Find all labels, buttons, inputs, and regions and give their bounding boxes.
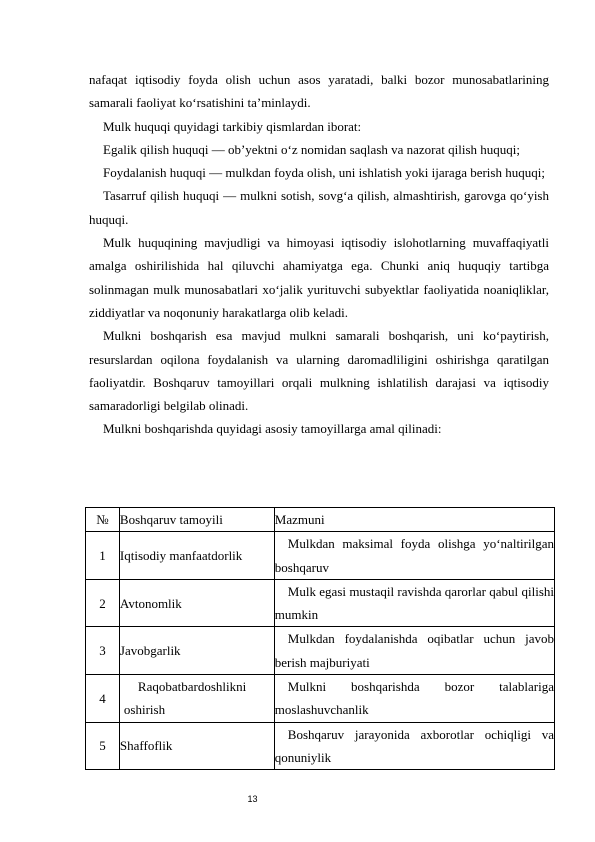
row-content-text: Mulkni boshqarishda bozor talablariga moslashuvchanlik bbox=[274, 679, 554, 718]
row-content bbox=[274, 627, 554, 675]
row-content bbox=[274, 532, 554, 580]
row-content-text: Mulkdan foydalanishda oqibatlar uchun javob berish majburiyati bbox=[274, 631, 554, 670]
row-principle: Shaffoflik bbox=[119, 722, 274, 770]
table-row bbox=[86, 579, 555, 627]
row-content bbox=[274, 675, 554, 723]
paragraph-use-right: Foydalanish huquqi — mulkdan foyda olish, uni ishlatish yoki ijaraga berish huquqi; bbox=[103, 165, 545, 181]
row-content bbox=[274, 722, 554, 770]
row-principle-text: Raqobatbardoshlikni oshirish bbox=[123, 679, 247, 718]
paragraph-disposal-right: Tasarruf qilish huquqi — mulkni sotish, sovg‘a qilish, almashtirish, garovga qo‘yish huquqi. bbox=[89, 188, 549, 227]
row-content-text: Mulk egasi mustaqil ravishda qarorlar qabul qilishi mumkin bbox=[274, 583, 554, 623]
row-principle bbox=[119, 675, 274, 723]
paragraph-principles-intro: Mulkni boshqarishda quyidagi asosiy tamoyillarga amal qilinadi: bbox=[103, 421, 442, 437]
row-principle: Javobgarlik bbox=[119, 627, 274, 675]
header-number: № bbox=[86, 508, 120, 532]
paragraph-ownership-importance: Mulk huquqining mavjudligi va himoyasi iqtisodiy islohotlarning muvaffaqiyatli amalga oshirilishida hal qiluvchi ahamiyatga ega. Chunki aniq huquqiy tartibga solinmagan mulk munosabatlari xo‘jalik yurituvchi subyektlar faoliyatida noaniqliklar, ziddiyatlar va noqonuniy harakatlarga olib keladi. bbox=[89, 235, 549, 320]
row-content-text: Boshqaruv jarayonida axborotlar ochiqligi va qonuniylik bbox=[274, 726, 554, 765]
row-principle: Iqtisodiy manfaatdorlik bbox=[119, 532, 274, 580]
table-row bbox=[86, 532, 555, 580]
page-number: 13 bbox=[247, 794, 258, 804]
paragraph-ownership-components-intro: Mulk huquqi quyidagi tarkibiy qismlardan iborat: bbox=[103, 118, 362, 134]
header-principle: Boshqaruv tamoyili bbox=[119, 508, 274, 532]
paragraph-possession-right: Egalik qilish huquqi — ob’yektni o‘z nomidan saqlash va nazorat qilish huquqi; bbox=[103, 141, 521, 157]
paragraph-continuation: nafaqat iqtisodiy foyda olish uchun asos yaratadi, balki bozor munosabatlarining samarali faoliyat ko‘rsatishini ta’minlaydi. bbox=[89, 72, 549, 111]
paragraph-property-management: Mulkni boshqarish esa mavjud mulkni samarali boshqarish, uni ko‘paytirish, resurslardan oqilona foydalanish va ularning daromadliligini oshirishga qaratilgan faoliyatdir. Boshqaruv tamoyillari orqali mulkning ishlatilish darajasi va iqtisodiy samaradorligi belgilab olinadi. bbox=[89, 328, 549, 414]
table-row bbox=[86, 675, 555, 723]
row-content-text: Mulkdan maksimal foyda olishga yo‘naltirilgan boshqaruv bbox=[274, 536, 554, 575]
row-number: 4 bbox=[86, 675, 120, 723]
row-number: 3 bbox=[86, 627, 120, 675]
row-number: 1 bbox=[86, 532, 120, 580]
row-content bbox=[274, 579, 554, 627]
row-number: 2 bbox=[86, 579, 120, 627]
table-header-row bbox=[86, 508, 555, 532]
header-content: Mazmuni bbox=[274, 508, 554, 532]
row-principle: Avtonomlik bbox=[119, 579, 274, 627]
body-text bbox=[89, 68, 549, 441]
table-row bbox=[86, 627, 555, 675]
table-row bbox=[86, 722, 555, 770]
principles-table bbox=[85, 507, 555, 770]
row-number: 5 bbox=[86, 722, 120, 770]
